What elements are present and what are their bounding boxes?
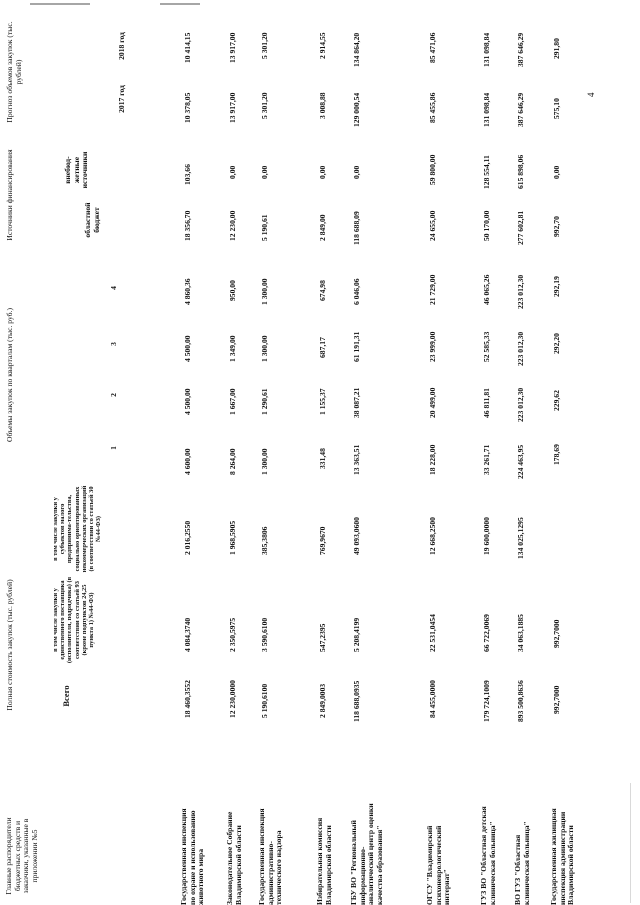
table-cell-extra: 59 800,00 [428,154,437,185]
table-cell-q3: 52 585,33 [482,331,491,362]
table-cell-q4: 46 065,26 [482,274,491,305]
table-row-name: Законодательное Собрание Владимирской области [225,811,243,905]
table-cell-2017: 129 000,54 [352,92,361,127]
table-cell-regional: 277 602,81 [516,210,525,245]
table-row-name: Государственная инспекция по охране и использованию животного мира [179,808,205,905]
header-small-business: в том числе закупки у субъектов малого предпринима-тельства, социально ориентированных некоммерческих организаций (в соответствии со статьей 30 №44-ФЗ) [52,485,103,573]
table-cell-2017: 5 301,20 [260,92,269,119]
table-cell-q3: 223 012,30 [516,331,525,366]
table-cell-q3: 1 349,00 [228,335,237,362]
header-2018: 2018 год [117,32,126,60]
table-cell-2018: 387 646,29 [516,32,525,67]
table-cell-smb: 134 025,1295 [516,517,525,559]
table-cell-2017: 10 378,05 [183,92,192,123]
table-cell-q4: 21 729,00 [428,274,437,305]
scan-artifact [30,3,90,5]
table-cell-single: 4 084,3740 [183,617,192,652]
table-cell-q2: 46 811,81 [482,388,491,418]
header-q1: 1 [109,446,118,450]
table-cell-smb: 19 600,0000 [482,517,491,555]
table-cell-2017: 13 917,00 [228,92,237,123]
table-cell-total: 893 500,8636 [516,680,525,722]
table-cell-q4: 950,00 [228,280,237,301]
table-cell-2018: 13 917,00 [228,32,237,63]
header-total-cost: Полная стоимость закупок (тыс. рублей) [5,579,14,711]
header-2017: 2017 год [117,85,126,113]
table-row-name: Государственная инспекция административно-технического надзора [257,808,283,905]
scan-artifact [630,783,631,903]
table-cell-2017: 131 098,84 [482,92,491,127]
table-cell-q2: 1 155,37 [318,388,327,415]
table-cell-single: 3 590,6100 [260,617,269,652]
table-cell-q2: 38 087,21 [352,387,361,418]
table-cell-q2: 4 500,00 [183,388,192,415]
table-cell-2017: 85 455,86 [428,92,437,123]
table-cell-q2: 223 012,30 [516,387,525,422]
table-cell-2018: 134 864,20 [352,32,361,67]
table-cell-smb: 12 668,2500 [428,517,437,555]
header-total: Всего [61,685,71,707]
table-cell-q4: 6 046,06 [352,278,361,305]
table-cell-q1: 33 261,71 [482,444,491,475]
table-cell-extra: 103,66 [183,164,192,185]
table-cell-q3: 23 999,00 [428,331,437,362]
table-row-name: ОГСУ "Владимирский психоневрологический интернат" [425,825,451,905]
table-cell-q4: 1 300,00 [260,278,269,305]
table-cell-total: 5 190,6100 [260,683,269,718]
table-cell-regional: 50 170,00 [482,210,491,241]
table-cell-2017: 3 008,88 [318,92,327,119]
table-cell-q1: 224 463,95 [516,444,525,479]
table-cell-q1: 331,48 [318,448,327,469]
table-cell-q1: 1 300,00 [260,448,269,475]
table-cell-total: 992,7000 [552,685,561,714]
table-cell-extra: 0,00 [318,165,327,179]
table-cell-q1: 13 363,51 [352,444,361,475]
header-q3: 3 [109,342,118,346]
table-cell-q2: 1 667,00 [228,388,237,415]
table-cell-smb: 769,9670 [318,526,327,555]
scan-artifact [160,3,200,5]
header-volume: Объемы закупок по кварталам (тыс. руб.) [5,308,14,442]
table-cell-regional: 12 230,00 [228,210,237,241]
table-cell-regional: 992,70 [552,216,561,237]
header-forecast: Прогноз объемов закупок (тыс. рублей) [5,21,23,123]
table-cell-q2: 229,62 [552,390,561,411]
table-cell-total: 12 230,0000 [228,680,237,718]
table-cell-smb: 1 968,5905 [228,520,237,555]
table-cell-q3: 687,17 [318,337,327,358]
table-cell-q1: 8 264,00 [228,448,237,475]
table-cell-regional: 24 655,00 [428,210,437,241]
table-row-name: ГБУ ВО "Региональный информационно-аналитический центр оценки качества образования" [349,803,384,905]
table-cell-2018: 85 471,06 [428,32,437,63]
page-number: 4 [586,92,596,97]
table-cell-2018: 10 414,15 [183,32,192,63]
header-recipients: Главные распорядители бюджетных средств и заказчики, указанные в приложении №5 [4,817,39,895]
table-cell-q3: 292,20 [552,333,561,354]
table-cell-q3: 61 191,31 [352,331,361,362]
table-cell-2018: 131 098,84 [482,32,491,67]
header-extra-budget: внебюд-жетные источники [63,151,89,189]
table-cell-q4: 4 860,36 [183,278,192,305]
table-cell-extra: 0,00 [552,165,561,179]
table-cell-q4: 223 012,30 [516,274,525,309]
table-cell-single: 34 063,1885 [516,614,525,652]
header-regional-budget: областной бюджет [83,202,101,238]
table-cell-q4: 292,19 [552,276,561,297]
table-cell-extra: 0,00 [260,165,269,179]
table-cell-extra: 0,00 [228,165,237,179]
table-row-name: ВО ГУЗ "Областная клиническая больница" [513,821,531,905]
table-cell-extra: 615 898,06 [516,154,525,189]
table-cell-q3: 1 300,00 [260,335,269,362]
table-cell-total: 84 455,0000 [428,680,437,718]
table-cell-smb: 385,3806 [260,526,269,555]
table-cell-total: 2 849,0003 [318,683,327,718]
table-cell-q1: 18 228,00 [428,444,437,475]
table-cell-q3: 4 500,00 [183,335,192,362]
table-cell-2018: 5 301,20 [260,32,269,59]
table-cell-2018: 2 914,55 [318,32,327,59]
table-cell-single: 2 350,5975 [228,617,237,652]
table-cell-extra: 128 554,11 [482,155,491,189]
table-cell-smb: 49 093,0600 [352,517,361,555]
table-cell-total: 179 724,1009 [482,680,491,722]
table-cell-q2: 20 499,00 [428,387,437,418]
table-cell-q4: 674,98 [318,280,327,301]
header-sources: Источники финансирования [5,149,14,241]
table-cell-single: 547,2395 [318,623,327,652]
table-cell-q1: 178,69 [552,444,561,465]
table-cell-single: 66 722,0069 [482,614,491,652]
table-row-name: Избирательная комиссия Владимирской области [315,817,333,905]
table-cell-single: 5 208,4199 [352,617,361,652]
table-cell-regional: 2 849,00 [318,214,327,241]
table-cell-smb: 2 016,2550 [183,520,192,555]
table-row-name: Государственная жилищная инспекция администрации Владимирской области [549,808,575,905]
table-row-name: ГУЗ ВО "Областная детская клиническая больница" [479,806,497,905]
table-cell-single: 22 531,0454 [428,614,437,652]
table-cell-q1: 4 600,00 [183,448,192,475]
table-cell-single: 992,7000 [552,619,561,648]
table-cell-q2: 1 290,61 [260,388,269,415]
table-cell-2017: 387 646,29 [516,92,525,127]
header-q4: 4 [109,286,118,290]
header-single-supplier: в том числе закупки у единственного поставщика (исполнителя, подрядчика) (в соответствии со статьей 93 (кроме подпунктов 24,25 пункта 1) №44-ФЗ) [52,576,95,664]
table-cell-2018: 291,80 [552,38,561,59]
table-cell-total: 118 688,0935 [352,680,361,722]
table-cell-total: 18 460,3552 [183,680,192,718]
table-cell-regional: 5 190,61 [260,214,269,241]
table-cell-regional: 18 356,70 [183,210,192,241]
table-cell-extra: 0,00 [352,165,361,179]
table-cell-2017: 575,10 [552,98,561,119]
header-q2: 2 [109,393,118,397]
table-cell-regional: 118 688,09 [352,211,361,245]
